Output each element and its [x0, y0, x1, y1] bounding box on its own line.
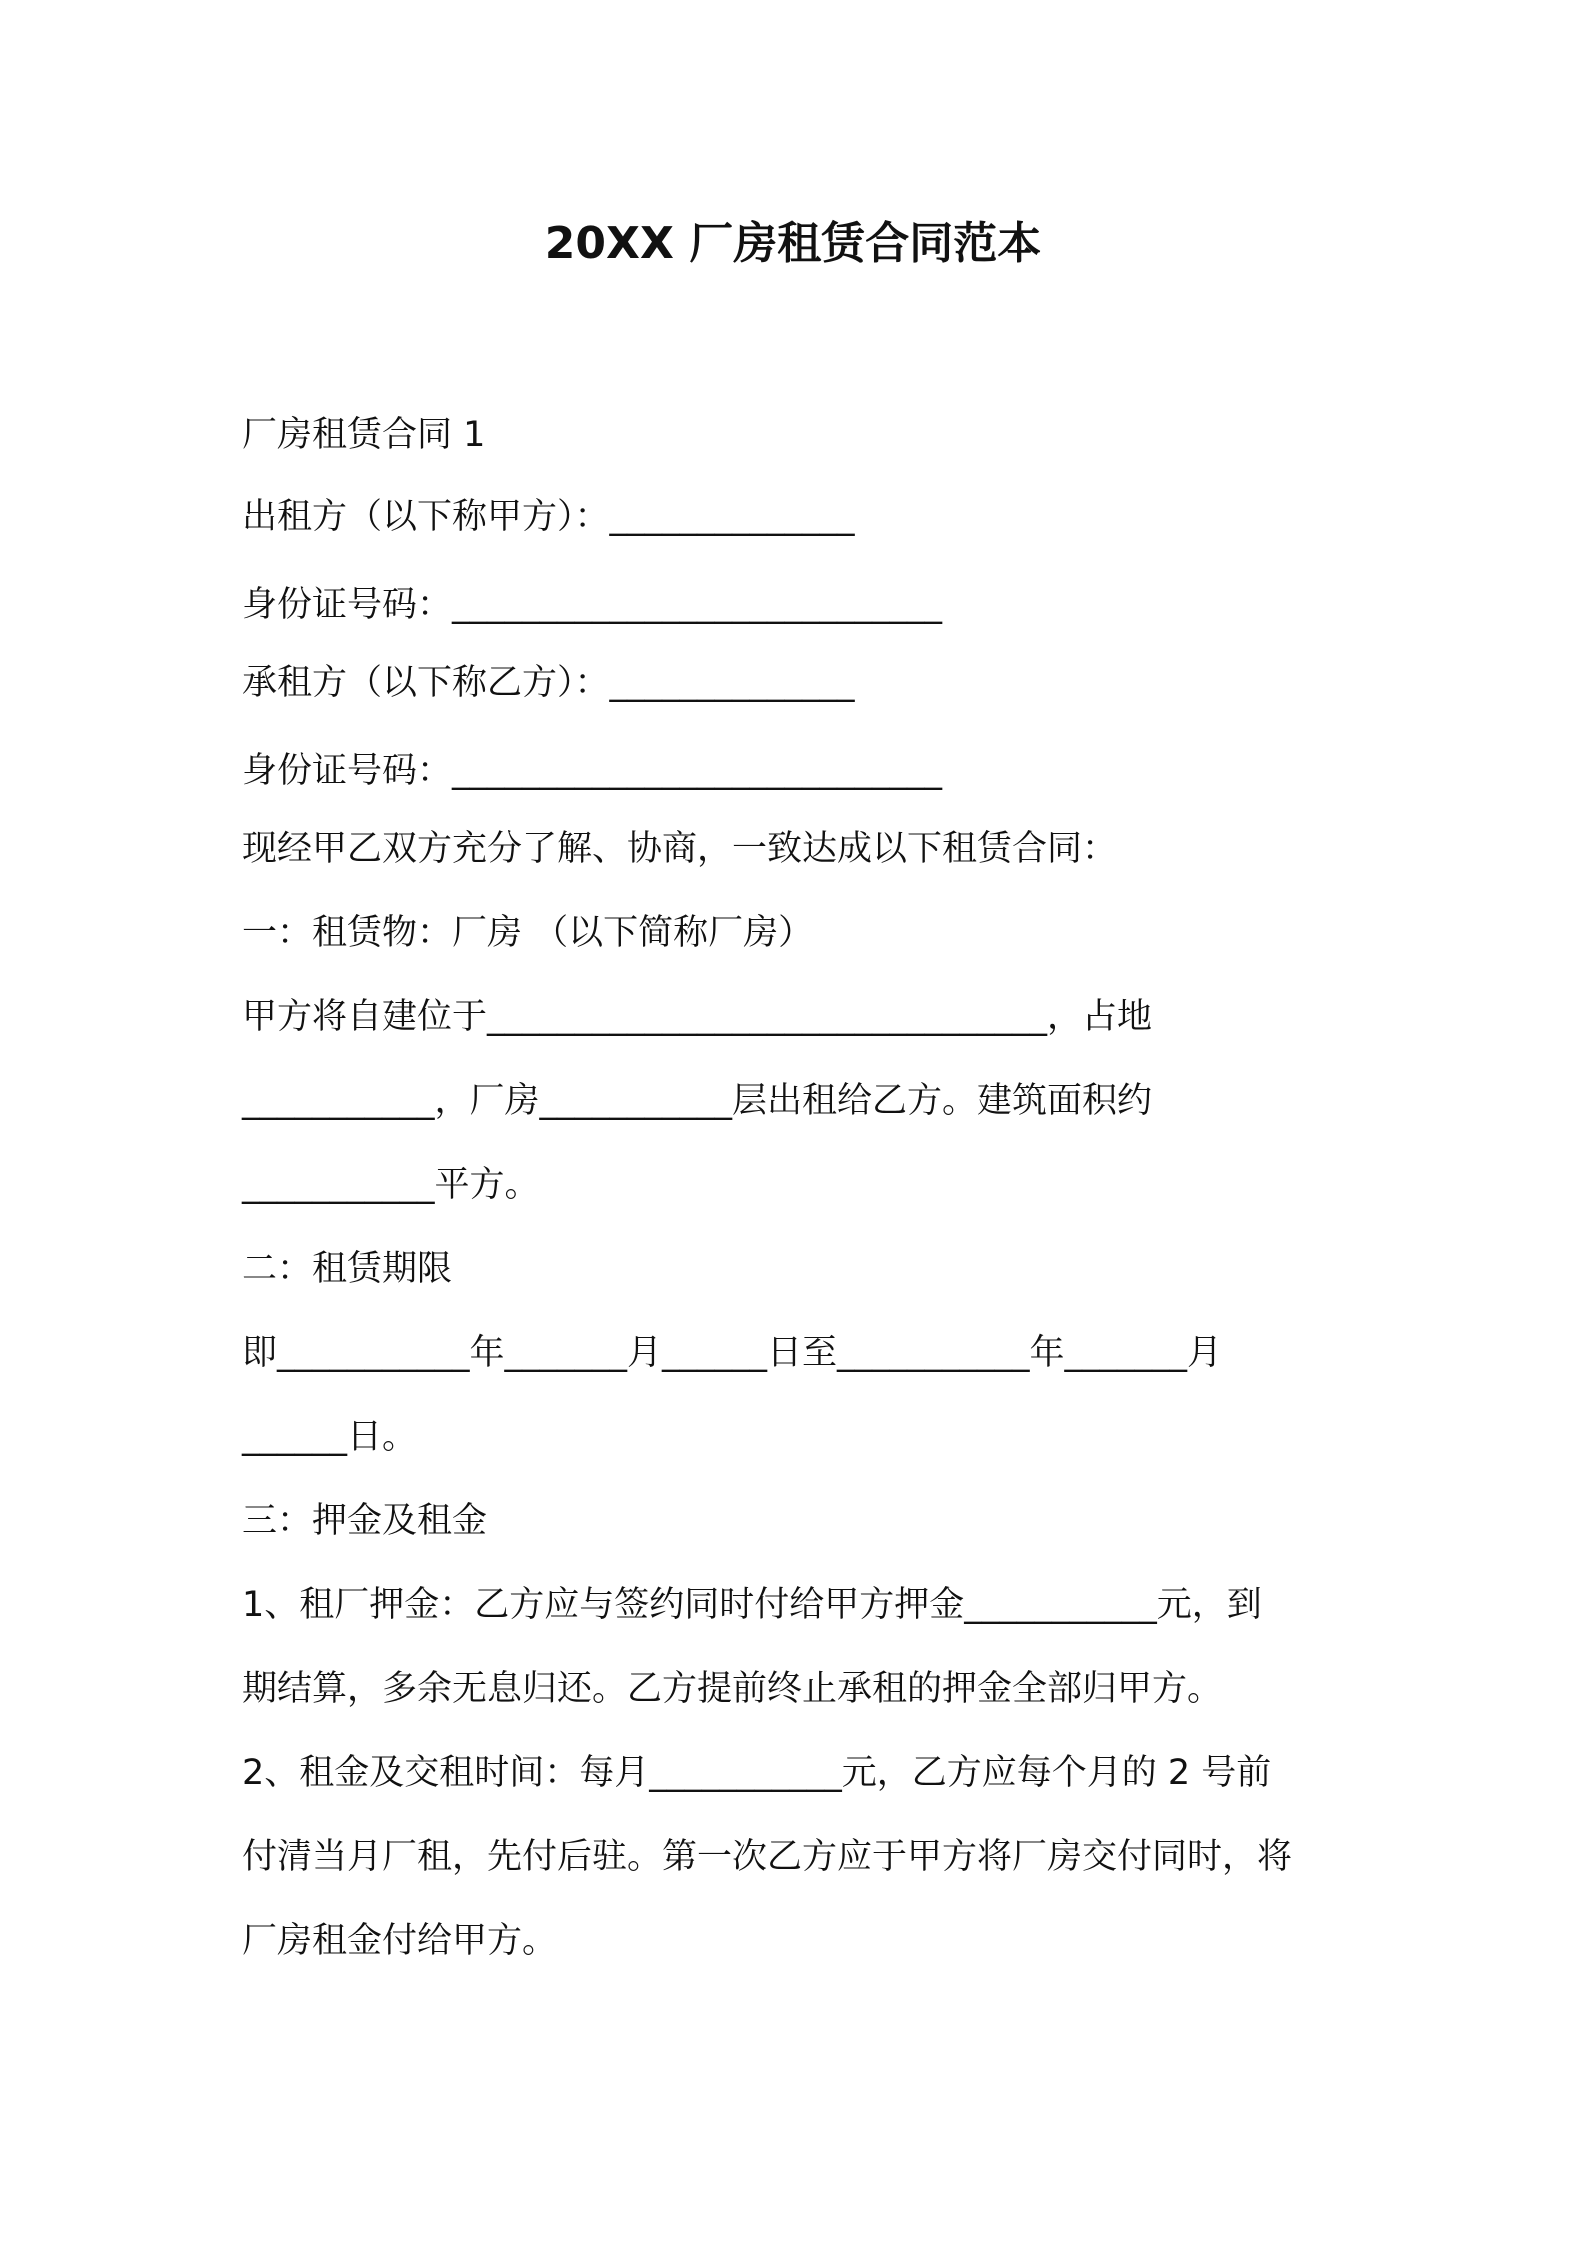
section-2-heading: 二：租赁期限 [242, 1249, 453, 1289]
lessor-id-line: 身份证号码：____________________________ [242, 585, 943, 625]
lessee-line: 承租方（以下称乙方）：______________ [242, 663, 855, 703]
section-3-heading: 三：押金及租金 [242, 1501, 488, 1541]
rent-text-line-3: 厂房租金付给甲方。 [242, 1921, 558, 1961]
lessee-id-line: 身份证号码：____________________________ [242, 751, 943, 791]
deposit-text-line-1: 1、租厂押金：乙方应与签约同时付给甲方押金___________元，到 [242, 1585, 1262, 1625]
section-1-text-line-2: ___________，厂房___________层出租给乙方。建筑面积约 [242, 1081, 1153, 1121]
deposit-text-line-2: 期结算，多余无息归还。乙方提前终止承租的押金全部归甲方。 [242, 1669, 1223, 1709]
lessor-line: 出租方（以下称甲方）：______________ [242, 497, 855, 537]
rent-text-line-2: 付清当月厂租，先付后驻。第一次乙方应于甲方将厂房交付同时，将 [242, 1837, 1293, 1877]
section-heading-contract-1: 厂房租赁合同 1 [242, 415, 486, 455]
section-1-text-line-1: 甲方将自建位于________________________________，占地 [242, 997, 1153, 1037]
section-2-text-line-2: ______日。 [242, 1417, 418, 1457]
document-title: 20XX 厂房租赁合同范本 [544, 218, 1042, 269]
rent-text-line-1: 2、租金及交租时间：每月___________元，乙方应每个月的 2 号前 [242, 1753, 1272, 1793]
agreement-intro: 现经甲乙双方充分了解、协商，一致达成以下租赁合同： [242, 829, 1118, 869]
section-1-text-line-3: ___________平方。 [242, 1165, 540, 1205]
section-1-heading: 一：租赁物：厂房 （以下简称厂房） [242, 913, 814, 953]
section-2-text-line-1: 即___________年_______月______日至___________年_______月 [242, 1333, 1223, 1373]
